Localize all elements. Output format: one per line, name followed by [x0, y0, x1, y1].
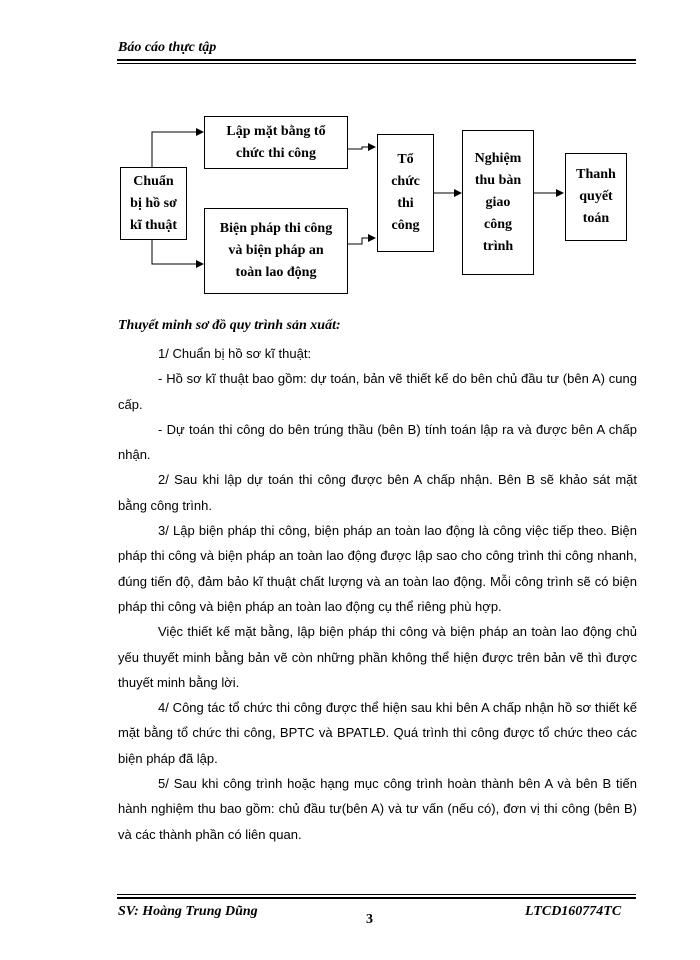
arrow-prepare-to-site-plan: [152, 132, 203, 167]
box-acceptance: [462, 130, 534, 275]
paragraph: - Hồ sơ kĩ thuật bao gồm: dự toán, bản vẽ thiết kế do bên chủ đầu tư (bên A) cung cấp.: [118, 371, 637, 412]
paragraph: Việc thiết kế mặt bằng, lập biện pháp thi công và biện pháp an toàn lao động chủ yếu thuyết minh bằng bản vẽ còn những phần không thể hiện được trên bản vẽ thì được thuyết minh bằng lời.: [118, 624, 637, 690]
paragraph: 3/ Lập biện pháp thi công, biện pháp an toàn lao động là công việc tiếp theo. Biện pháp thi công và biện pháp an toàn lao động được lập sao cho công trình thi công nhanh, đúng tiến độ, đảm bảo kĩ thuật chất lượng và an toàn lao động. Mỗi công trình sẽ có biện pháp thi công và biện pháp an toàn lao động cụ thể riêng phù hợp.: [118, 523, 637, 614]
box-settlement-label: Thanh quyết toán: [576, 167, 616, 226]
paragraph: 2/ Sau khi lập dự toán thi công được bên A chấp nhận. Bên B sẽ khảo sát mặt bằng công trình.: [118, 472, 637, 513]
paragraph: 1/ Chuẩn bị hồ sơ kĩ thuật:: [158, 346, 312, 361]
footer-code: LTCD160774TC: [525, 904, 622, 919]
footer-rule: [117, 897, 636, 899]
arrow-prepare-to-methods: [152, 240, 203, 264]
footer-rule-thin: [117, 894, 636, 895]
body-text: [118, 341, 637, 847]
paragraph: 4/ Công tác tổ chức thi công được thể hiện sau khi bên A chấp nhận hồ sơ thiết kế mặt bằng tổ chức thi công, BPTC và BPATLĐ. Quá trình thi công được tổ chức theo các biện pháp đã lập.: [118, 700, 637, 766]
box-acceptance-label: Nghiệm thu bàn giao công trình: [474, 150, 522, 254]
box-organize-label: Tổ chức thi công: [391, 152, 420, 233]
box-prepare-documents-label: Chuẩn bị hồ sơ kĩ thuật: [129, 173, 178, 233]
paragraph: - Dự toán thi công do bên trúng thầu (bên B) tính toán lập ra và được bên A chấp nhận.: [118, 421, 637, 463]
page-number: 3: [366, 912, 373, 927]
section-heading: Thuyết minh sơ đồ quy trình sản xuất:: [118, 318, 341, 333]
arrow-methods-to-organize: [348, 238, 375, 244]
box-methods-label: Biện pháp thi công và biện pháp an toàn lao động: [219, 221, 333, 280]
box-settlement: [565, 153, 627, 241]
paragraph: 5/ Sau khi công trình hoặc hạng mục công trình hoàn thành bên A và bên B tiến hành nghiệm thu bao gồm: chủ đầu tư(bên A) và tư vấn (nếu có), đơn vị thi công (bên B) và các thành phần có liên quan.: [118, 776, 637, 842]
box-organize: [377, 134, 434, 252]
footer-author: SV: Hoàng Trung Dũng: [118, 904, 258, 919]
box-methods: [204, 208, 348, 294]
box-prepare-documents: [120, 167, 187, 240]
header-title: Báo cáo thực tập: [118, 40, 217, 55]
box-site-plan: [204, 116, 348, 169]
arrow-site-plan-to-organize: [348, 147, 375, 149]
box-site-plan-label: Lập mặt bằng tổ chức thi công: [226, 123, 326, 161]
